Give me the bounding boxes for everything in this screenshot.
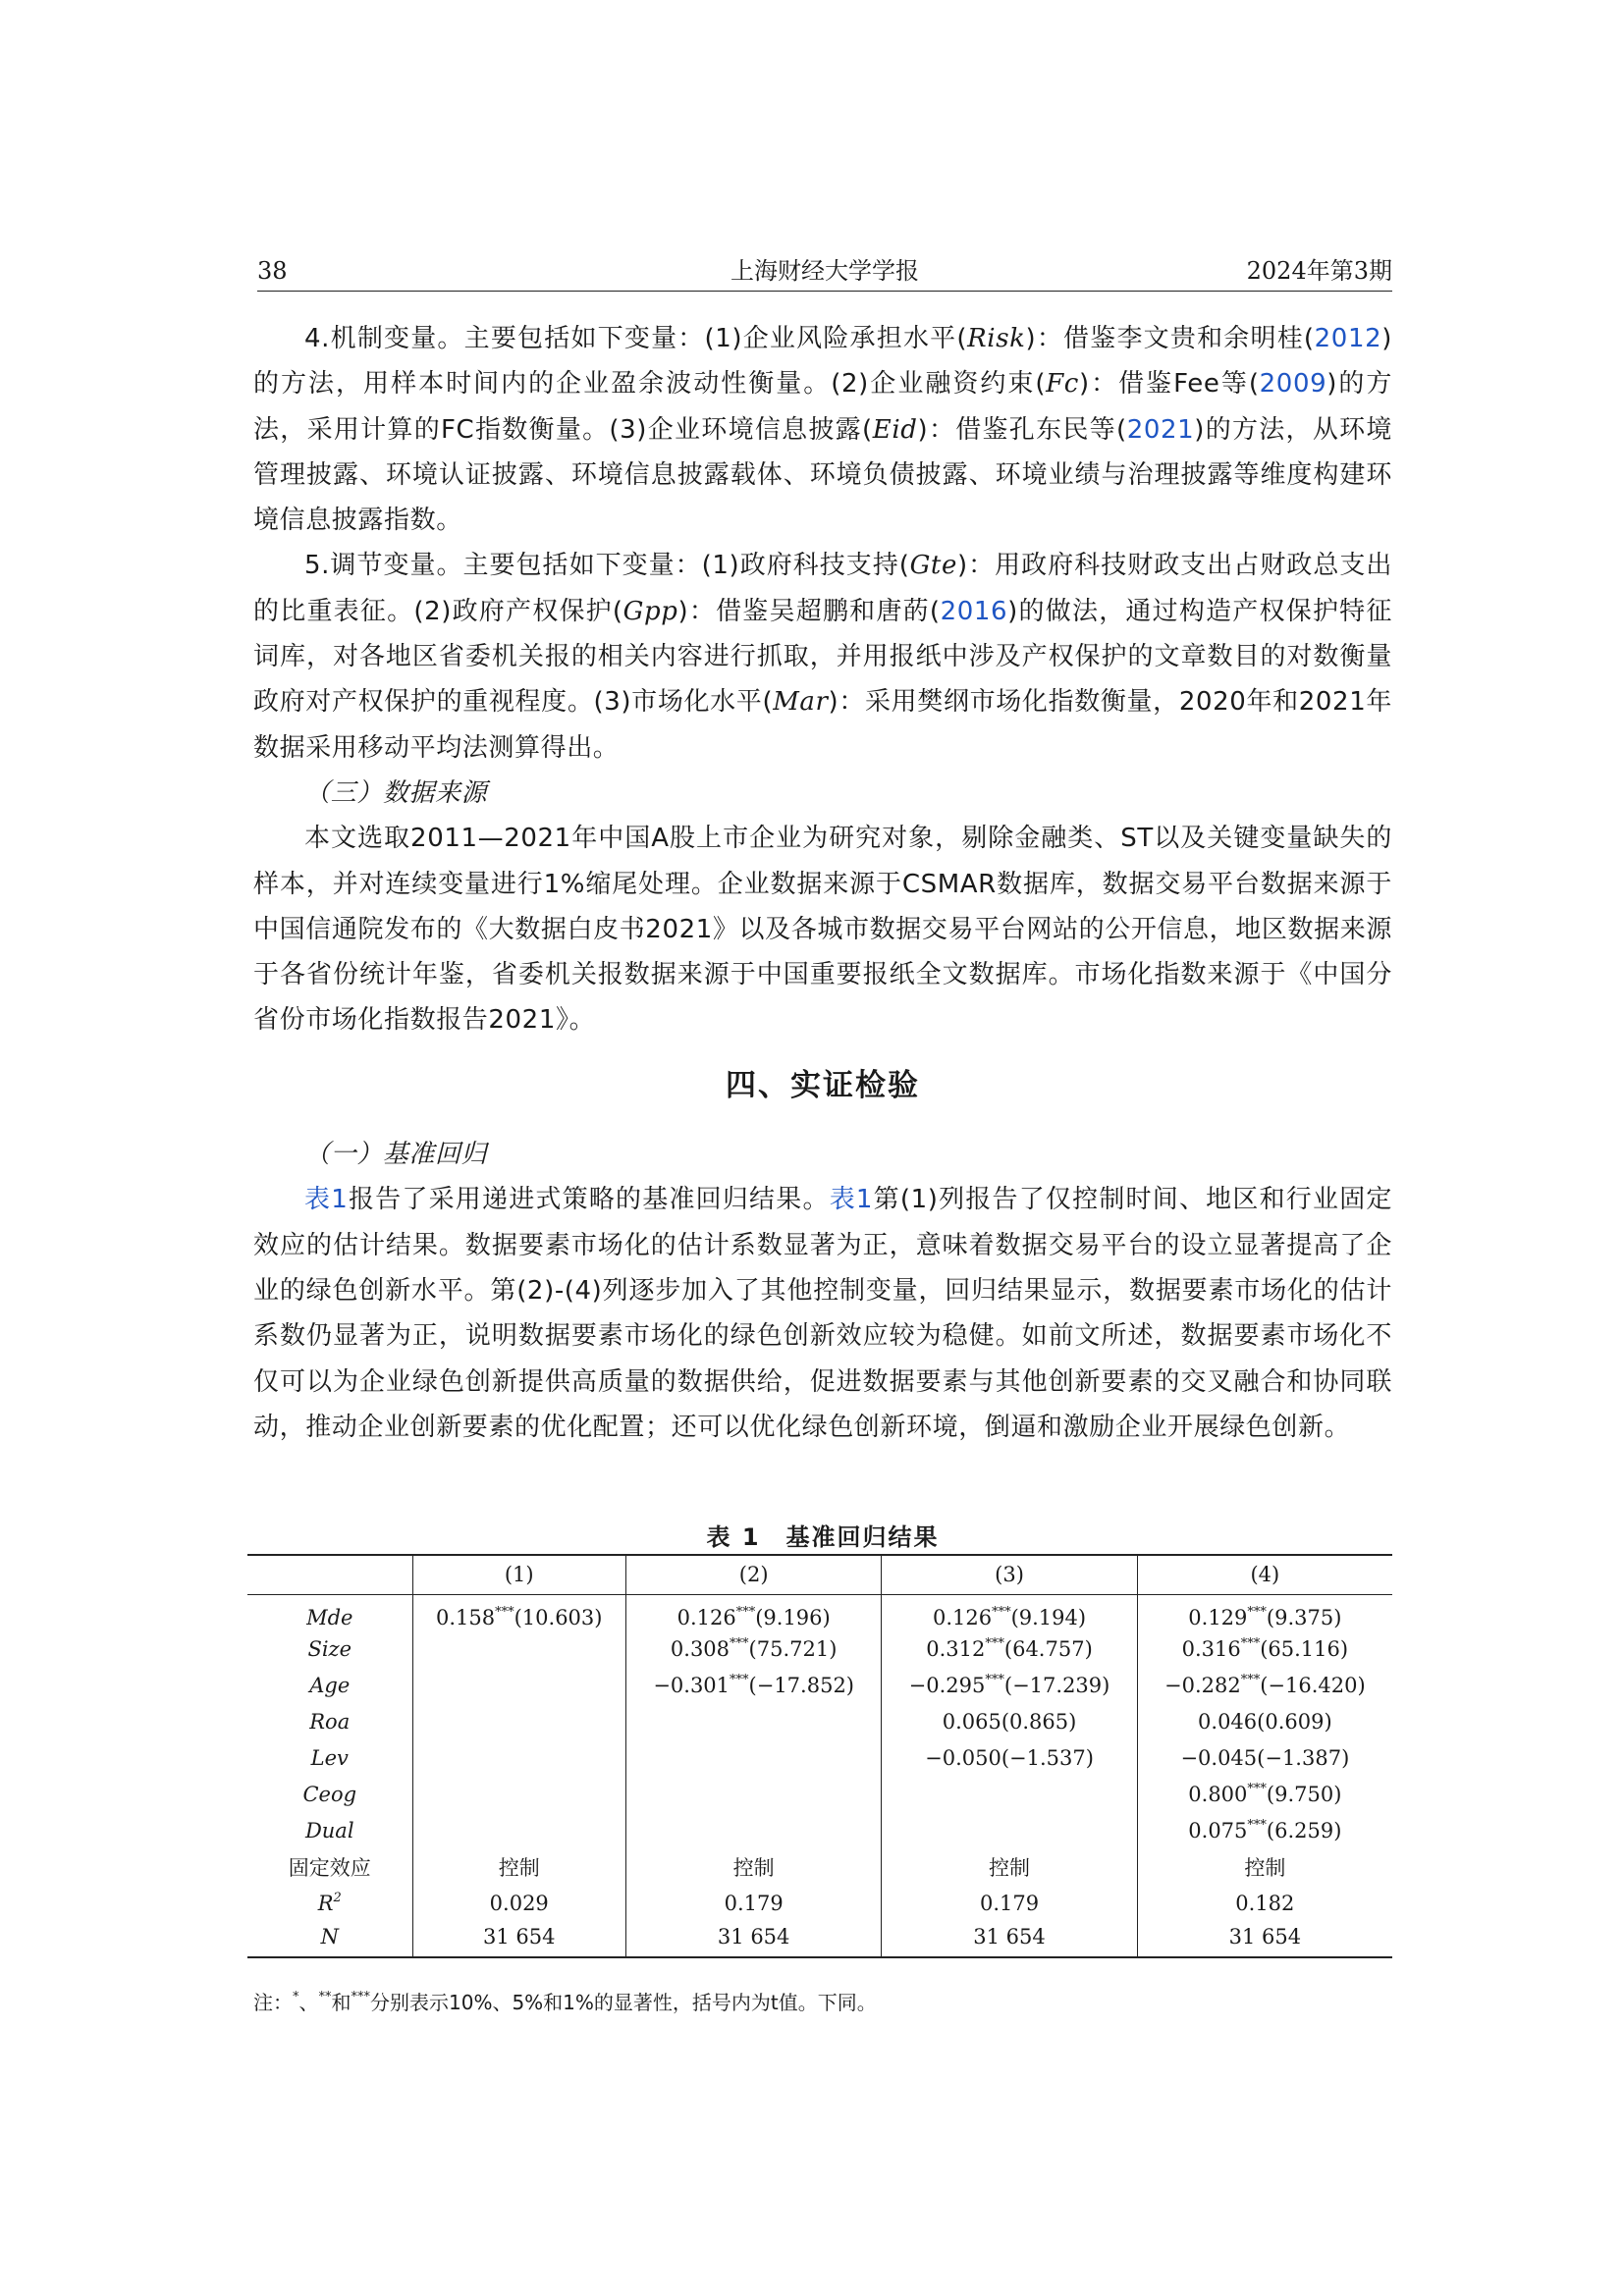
table-cell: 0.179 — [625, 1885, 881, 1921]
table-cell — [412, 1776, 625, 1812]
column-header: (3) — [882, 1555, 1137, 1594]
table-cell: 控制 — [625, 1848, 881, 1885]
table-cell: 0.312***(64.757) — [882, 1630, 1137, 1667]
row-label: Mde — [247, 1594, 412, 1630]
row-label: N — [247, 1921, 412, 1957]
table-row — [247, 1776, 1392, 1812]
table-cell: 31 654 — [625, 1921, 881, 1957]
regression-table — [247, 1554, 1392, 1958]
table-cell — [412, 1630, 625, 1667]
var-fc: Fc — [1046, 369, 1079, 400]
table-cell: 控制 — [412, 1848, 625, 1885]
table-cell — [625, 1776, 881, 1812]
table-cell: 0.800***(9.750) — [1188, 1781, 1342, 1806]
subheading-data-source: （三）数据来源 — [304, 777, 488, 808]
citation-link[interactable]: 2009 — [1259, 369, 1327, 400]
table-cell: 0.308***(75.721) — [625, 1630, 881, 1667]
row-label: 固定效应 — [247, 1848, 412, 1885]
row-label: Size — [247, 1630, 412, 1667]
table-row-fixed-effects — [247, 1848, 1392, 1885]
table-cell — [412, 1739, 625, 1776]
row-label: $R^2$ — [247, 1885, 412, 1921]
citation-link[interactable]: 2016 — [940, 596, 1008, 626]
table-cell: −0.301***(−17.852) — [625, 1667, 881, 1703]
table-cell: 31 654 — [1228, 1925, 1302, 1949]
table-row — [247, 1703, 1392, 1739]
table-row-n — [247, 1921, 1392, 1957]
table-cell: 控制 — [882, 1848, 1137, 1885]
journal-title: 上海财经大学学报 — [730, 257, 919, 285]
running-head — [257, 251, 1392, 286]
column-header: (1) — [412, 1555, 625, 1594]
table-cell: 0.126***(9.196) — [625, 1594, 881, 1630]
table-cell: 0.126***(9.194) — [882, 1594, 1137, 1630]
paragraph-moderator-variables: 5.调节变量。主要包括如下变量：(1)政府科技支持(Gte)：用政府科技财政支出占财政总支出的比重表征。(2)政府产权保护(Gpp)：借鉴吴超鹏和唐菂(2016)的做法，通过构造产权保护特征词库，对各地区省委机关报的相关内容进行抓取，并用报纸中涉及产权保护的文章数目的对数衡量政府对产权保护的重视程度。(3)市场化水平(Mar)：采用樊纲市场化指数衡量，2020年和2021年数据采用移动平均法测算得出。 — [253, 551, 1392, 763]
table-row-r2 — [247, 1885, 1392, 1921]
table-cell: 0.046(0.609) — [1198, 1709, 1332, 1734]
paragraph-baseline: 表1报告了采用递进式策略的基准回归结果。表1第(1)列报告了仅控制时间、地区和行业固定效应的估计结果。数据要素市场化的估计系数显著为正，意味着数据交易平台的设立显著提高了企业的绿色创新水平。第(2)-(4)列逐步加入了其他控制变量，回归结果显示，数据要素市场化的估计系数仍显著为正，说明数据要素市场化的绿色创新效应较为稳健。如前文所述，数据要素市场化不仅可以为企业绿色创新提供高质量的数据供给，促进数据要素与其他创新要素的交叉融合和协同联动，推动企业创新要素的优化配置；还可以优化绿色创新环境，倒逼和激励企业开展绿色创新。 — [253, 1185, 1392, 1442]
table-link[interactable]: 表1 — [304, 1185, 349, 1215]
table-note: 注：*、**和***分别表示10%、5%和1%的显著性，括号内为t值。下同。 — [253, 1990, 877, 2014]
table-cell — [412, 1812, 625, 1848]
table-cell: 0.158***(10.603) — [412, 1594, 625, 1630]
row-label: Dual — [247, 1812, 412, 1848]
citation-link[interactable]: 2021 — [1126, 414, 1195, 445]
subheading-baseline: （一）基准回归 — [304, 1140, 488, 1170]
table-cell: 31 654 — [882, 1921, 1137, 1957]
var-mar: Mar — [773, 687, 829, 718]
table-row — [247, 1630, 1392, 1667]
article-body — [253, 316, 1392, 1450]
var-gte: Gte — [909, 551, 957, 581]
table-body — [247, 1594, 1392, 1957]
header-rule — [257, 291, 1392, 292]
paragraph-data-source: 本文选取2011—2021年中国A股上市企业为研究对象，剔除金融类、ST以及关键变量缺失的样本，并对连续变量进行1%缩尾处理。企业数据来源于CSMAR数据库，数据交易平台数据来源于中国信通院发布的《大数据白皮书2021》以及各城市数据交易平台网站的公开信息，地区数据来源于各省份统计年鉴，省委机关报数据来源于中国重要报纸全文数据库。市场化指数来源于《中国分省份市场化指数报告2021》。 — [253, 824, 1392, 1036]
table-cell: 0.065(0.865) — [882, 1703, 1137, 1739]
row-label: Ceog — [247, 1776, 412, 1812]
table-cell: 0.129***(9.375) — [1188, 1604, 1342, 1629]
column-header: (2) — [625, 1555, 881, 1594]
table-cell — [412, 1703, 625, 1739]
row-label: Lev — [247, 1739, 412, 1776]
table-row — [247, 1594, 1392, 1630]
table-header-row — [247, 1555, 1392, 1594]
table-cell: −0.282***(−16.420) — [1164, 1672, 1366, 1697]
citation-link[interactable]: 2012 — [1314, 324, 1382, 353]
row-label: Age — [247, 1667, 412, 1703]
table-cell: 0.316***(65.116) — [1181, 1635, 1349, 1661]
table-cell: 0.075***(6.259) — [1188, 1817, 1342, 1842]
table-cell: −0.050(−1.537) — [882, 1739, 1137, 1776]
table-cell — [882, 1812, 1137, 1848]
table-cell: 0.029 — [412, 1885, 625, 1921]
table-link[interactable]: 表1 — [829, 1185, 874, 1215]
table-cell: 0.182 — [1235, 1891, 1295, 1915]
table-cell — [625, 1739, 881, 1776]
table-cell — [625, 1812, 881, 1848]
table-cell — [625, 1703, 881, 1739]
table-corner — [247, 1555, 412, 1594]
table-row — [247, 1667, 1392, 1703]
section-heading: 四、实证检验 — [726, 1067, 920, 1103]
table-cell — [882, 1776, 1137, 1812]
var-risk: Risk — [967, 324, 1026, 353]
table-row — [247, 1812, 1392, 1848]
var-gpp: Gpp — [622, 596, 678, 626]
column-header: (4) — [1250, 1563, 1280, 1587]
table-cell: 0.179 — [882, 1885, 1137, 1921]
table-cell: −0.045(−1.387) — [1180, 1745, 1350, 1770]
table-cell — [412, 1667, 625, 1703]
issue-label: 2024年第3期 — [1246, 257, 1392, 285]
page-number: 38 — [257, 257, 288, 285]
table-cell: −0.295***(−17.239) — [882, 1667, 1137, 1703]
table-row — [247, 1739, 1392, 1776]
table-cell: 31 654 — [412, 1921, 625, 1957]
table-title: 表 1 基准回归结果 — [706, 1523, 940, 1551]
table-cell: 控制 — [1244, 1855, 1286, 1880]
var-eid: Eid — [872, 414, 918, 445]
row-label: Roa — [247, 1703, 412, 1739]
paragraph-mechanism-variables: 4.机制变量。主要包括如下变量：(1)企业风险承担水平(Risk)：借鉴李文贵和余明桂(2012)的方法，用样本时间内的企业盈余波动性衡量。(2)企业融资约束(Fc)：借鉴Fee等(2009)的方法，采用计算的FC指数衡量。(3)企业环境信息披露(Eid)：借鉴孔东民等(2021)的方法，从环境管理披露、环境认证披露、环境信息披露载体、环境负债披露、环境业绩与治理披露等维度构建环境信息披露指数。 — [253, 324, 1393, 536]
